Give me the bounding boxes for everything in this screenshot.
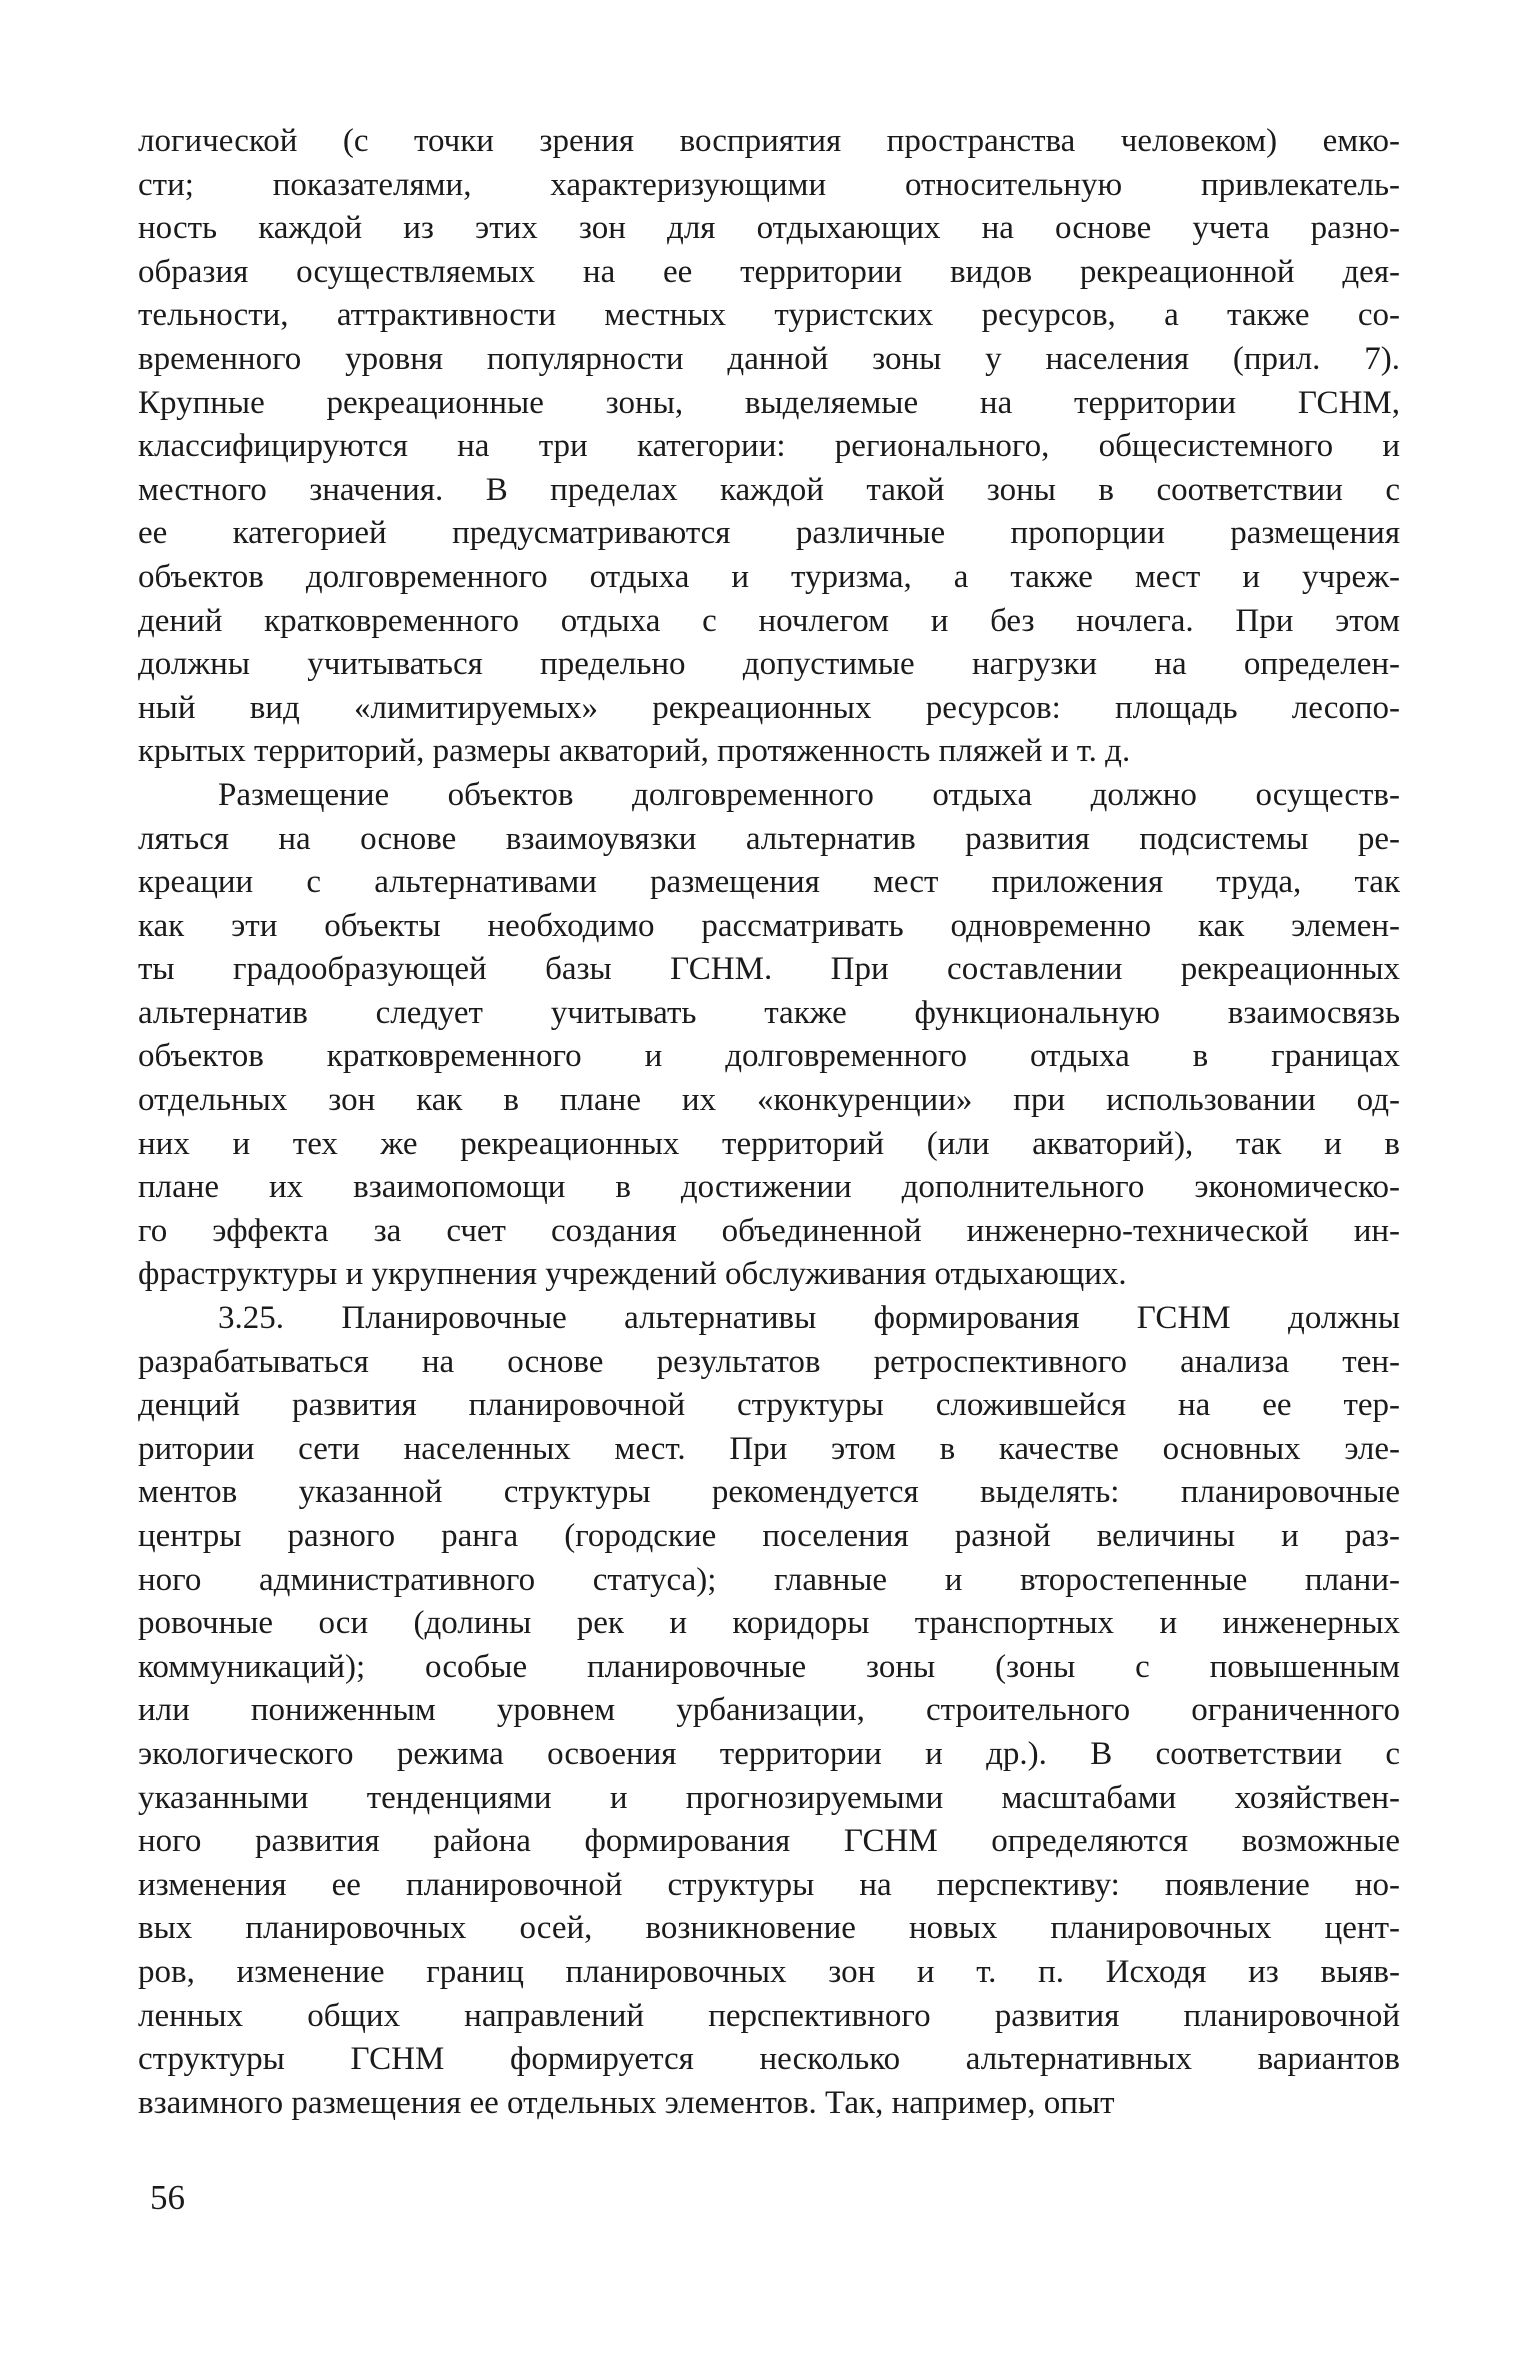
text-line: структуры ГСНМ формируется несколько альтернативных вариантов — [138, 2041, 1400, 2078]
text-line: ного административного статуса); главные и второстепенные плани- — [138, 1561, 1400, 1598]
text-line: Размещение объектов долговременного отдыха должно осуществ- — [218, 776, 1400, 813]
text-line: местного значения. В пределах каждой такой зоны в соответствии с — [138, 471, 1400, 508]
text-line: денций развития планировочной структуры сложившейся на ее тер- — [138, 1387, 1400, 1424]
text-line: временного уровня популярности данной зоны у населения (прил. 7). — [138, 340, 1400, 377]
body-text — [138, 120, 1400, 2125]
text-line: ровочные оси (долины рек и коридоры транспортных и инженерных — [138, 1605, 1400, 1642]
text-line: 3.25. Планировочные альтернативы формирования ГСНМ должны — [218, 1300, 1400, 1337]
text-line: ментов указанной структуры рекомендуется выделять: планировочные — [138, 1474, 1400, 1511]
text-line: ритории сети населенных мест. При этом в качестве основных эле- — [138, 1430, 1400, 1467]
text-line: указанными тенденциями и прогнозируемыми масштабами хозяйствен- — [138, 1779, 1400, 1816]
text-line: ность каждой из этих зон для отдыхающих на основе учета разно- — [138, 210, 1400, 247]
text-line: как эти объекты необходимо рассматривать одновременно как элемен- — [138, 907, 1400, 944]
text-line: объектов долговременного отдыха и туризма, а также мест и учреж- — [138, 558, 1400, 595]
text-line: изменения ее планировочной структуры на перспективу: появление но- — [138, 1866, 1400, 1903]
text-line: взаимного размещения ее отдельных элементов. Так, например, опыт — [138, 2084, 1115, 2121]
text-line: ный вид «лимитируемых» рекреационных ресурсов: площадь лесопо- — [138, 689, 1400, 726]
page-number: 56 — [150, 2178, 185, 2217]
text-line: ты градообразующей базы ГСНМ. При составлении рекреационных — [138, 951, 1400, 988]
text-line: альтернатив следует учитывать также функциональную взаимосвязь — [138, 994, 1400, 1031]
text-line: ее категорией предусматриваются различные пропорции размещения — [138, 515, 1400, 552]
text-line: должны учитываться предельно допустимые нагрузки на определен- — [138, 646, 1400, 683]
text-line: вых планировочных осей, возникновение новых планировочных цент- — [138, 1910, 1400, 1947]
text-line: коммуникаций); особые планировочные зоны (зоны с повышенным — [138, 1648, 1400, 1685]
text-line: объектов кратковременного и долговременного отдыха в границах — [138, 1038, 1400, 1075]
text-line: центры разного ранга (городские поселения разной величины и раз- — [138, 1518, 1400, 1554]
text-line: ров, изменение границ планировочных зон и т. п. Исходя из выяв- — [138, 1953, 1400, 1990]
text-line: ляться на основе взаимоувязки альтернатив развития подсистемы ре- — [138, 820, 1400, 857]
text-line: плане их взаимопомощи в достижении дополнительного экономическо- — [138, 1169, 1400, 1206]
text-line: отдельных зон как в плане их «конкуренции» при использовании од- — [138, 1082, 1400, 1119]
text-line: фраструктуры и укрупнения учреждений обслуживания отдыхающих. — [138, 1256, 1127, 1293]
text-line: дений кратковременного отдыха с ночлегом и без ночлега. При этом — [138, 602, 1400, 639]
text-line: или пониженным уровнем урбанизации, строительного ограниченного — [138, 1692, 1400, 1729]
text-line: ленных общих направлений перспективного развития планировочной — [138, 1997, 1400, 2034]
text-line: Крупные рекреационные зоны, выделяемые на территории ГСНМ, — [138, 384, 1400, 421]
text-line: крытых территорий, размеры акваторий, протяженность пляжей и т. д. — [138, 733, 1131, 770]
text-line: ного развития района формирования ГСНМ определяются возможные — [138, 1823, 1400, 1860]
text-line: тельности, аттрактивности местных туристских ресурсов, а также со- — [138, 297, 1400, 334]
text-line: сти; показателями, характеризующими относительную привлекатель- — [138, 166, 1400, 203]
text-line: го эффекта за счет создания объединенной инженерно-технической ин- — [138, 1212, 1400, 1249]
text-line: них и тех же рекреационных территорий (или акваторий), так и в — [138, 1125, 1400, 1162]
text-line: креации с альтернативами размещения мест приложения труда, так — [138, 864, 1400, 901]
text-line: разрабатываться на основе результатов ретроспективного анализа тен- — [138, 1343, 1400, 1380]
text-line: образия осуществляемых на ее территории видов рекреационной дея- — [138, 253, 1400, 290]
text-line: логической (с точки зрения восприятия пространства человеком) емко- — [138, 123, 1400, 159]
text-line: экологического режима освоения территории и др.). В соответствии с — [138, 1735, 1400, 1772]
text-line: классифицируются на три категории: регионального, общесистемного и — [138, 428, 1400, 465]
